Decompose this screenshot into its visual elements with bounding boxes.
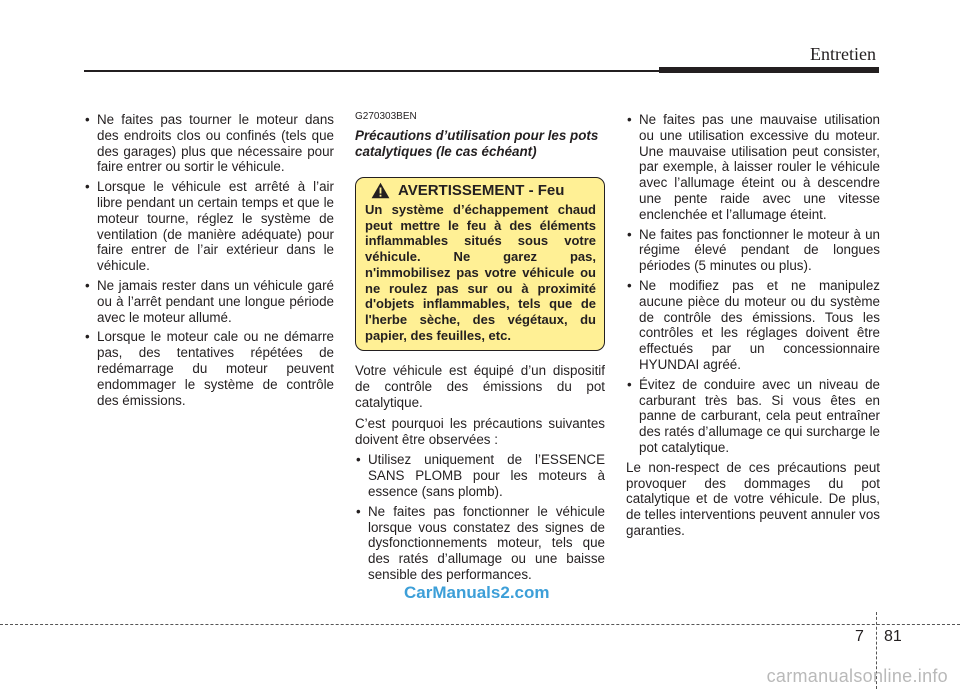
header-rule-thick <box>659 67 879 73</box>
list-item: • Ne modifiez pas et ne manipulez aucune pièce du moteur ou du système de contrôle des émissions. Tous les contrôles et les réglages doivent être effectués par un concessionnaire HYUNDAI agréé. <box>626 278 880 373</box>
watermark-link[interactable]: CarManuals2.com <box>404 583 550 602</box>
paragraph: Le non-respect de ces précautions peut provoquer des dommages du pot catalytique et de votre véhicule. De plus, de telles interventions peuvent annuler vos garanties. <box>626 459 880 538</box>
site-watermark-link[interactable]: carmanualsonline.info <box>766 666 948 686</box>
warning-box <box>355 177 605 351</box>
list-item: • Lorsque le véhicule est arrêté à l’air libre pendant un certain temps et que le moteur tourne, réglez le système de ventilation (de manière adéquate) pour faire entrer de l’air extérieur dans le véhicule. <box>84 179 334 274</box>
list-item: • Ne faites pas fonctionner le moteur à un régime élevé pendant de longues périodes (5 minutes ou plus). <box>626 227 880 274</box>
warning-header <box>365 182 596 199</box>
catalytic-section-title: Précautions d’utilisation pour les pots catalytiques (le cas échéant) <box>355 128 599 159</box>
warning-title: AVERTISSEMENT - Feu <box>398 181 565 199</box>
bullet-list-middle <box>355 452 605 582</box>
bullet-list-left <box>84 112 334 408</box>
reference-code: G270303BEN <box>355 111 417 122</box>
warning-triangle-icon <box>371 182 390 199</box>
column-right <box>626 112 880 544</box>
footer-divider <box>0 624 960 625</box>
paragraph: C’est pourquoi les précautions suivantes doivent être observées : <box>355 415 605 447</box>
bullet-list-right <box>626 112 880 456</box>
page-number: 81 <box>884 628 902 645</box>
header-rule-thin <box>84 70 659 72</box>
chapter-number: 7 <box>855 628 864 645</box>
column-left <box>84 112 334 412</box>
list-item: • Utilisez uniquement de l’ESSENCE SANS PLOMB pour les moteurs à essence (sans plomb). <box>355 452 605 499</box>
column-middle <box>355 111 605 587</box>
warning-text: Un système d’échappement chaud peut mettre le feu à des éléments inflammables situés sous votre véhicule. Ne garez pas, n'immobilisez pas votre véhicule ou ne roulez pas sur ou à proximité d'objets inflammables, tels que de l'herbe sèche, des végétaux, du papier, des feuilles, etc. <box>365 202 596 343</box>
list-item: • Évitez de conduire avec un niveau de carburant très bas. Si vous êtes en panne de carburant, cela peut entraîner des ratés d’allumage ce qui surcharge le pot catalytique. <box>626 377 880 456</box>
list-item: • Ne faites pas tourner le moteur dans des endroits clos ou confinés (tels que des garages) plus que nécessaire pour faire entrer ou sortir le véhicule. <box>84 112 334 175</box>
list-item: • Lorsque le moteur cale ou ne démarre pas, des tentatives répétées de redémarrage du moteur peuvent endommager le système de contrôle des émissions. <box>84 329 334 408</box>
list-item: • Ne faites pas une mauvaise utilisation ou une utilisation excessive du moteur. Une mauvaise utilisation peut consister, par exemple, à laisser rouler le véhicule avec l’allumage éteint ou à descendre une pente raide avec une vitesse enclenchée et l’allumage éteint. <box>626 112 880 223</box>
list-item: • Ne faites pas fonctionner le véhicule lorsque vous constatez des signes de dysfonctionnements moteur, tels que des ratés d’allumage ou une baisse sensible des performances. <box>355 504 605 583</box>
paragraph: Votre véhicule est équipé d’un dispositif de contrôle des émissions du pot catalytique. <box>355 363 605 410</box>
list-item: • Ne jamais rester dans un véhicule garé ou à l’arrêt pendant une longue période avec le moteur allumé. <box>84 278 334 325</box>
section-title-entretien: Entretien <box>810 44 876 64</box>
